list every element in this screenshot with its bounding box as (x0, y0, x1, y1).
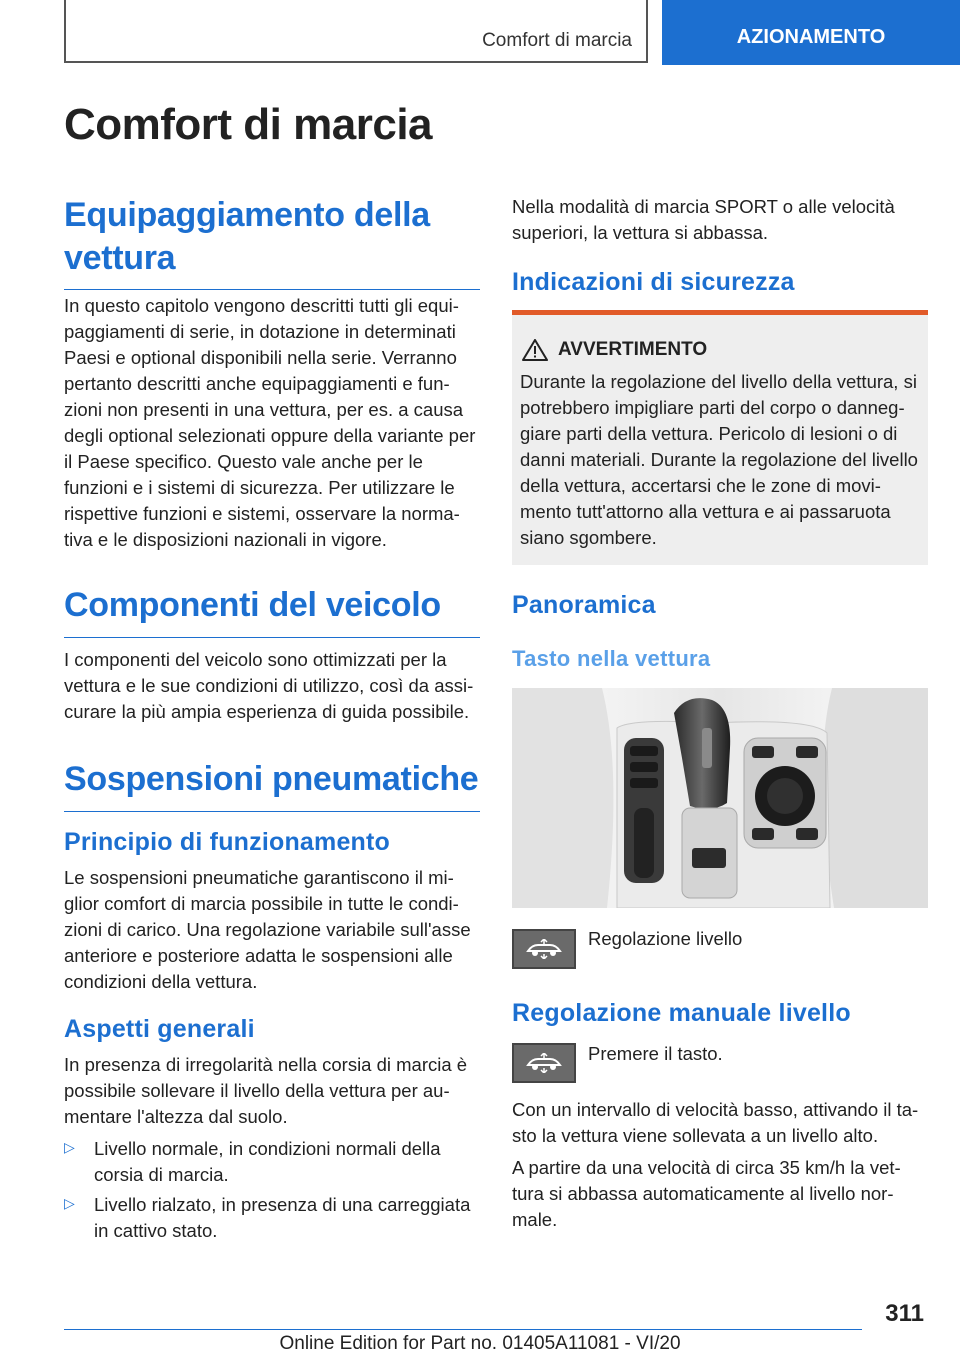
bullet-marker: ▷ (64, 1195, 75, 1211)
general-text: In presenza di irregolarità nella corsia di marcia è possibile sollevare il livello della vettura per au-mentare l'altezza dal suolo. (64, 1054, 468, 1127)
warning-text: Durante la regolazione del livello della vettura, si potrebbero impigliare parti del corpo o danneg-giare parti della vettura. Pericolo di lesioni o di danni materiali. Durante la regolazione del livello della vettura, accertarsi che le zone di movi-mento tutt'attorno alla vettura e ai passaruota siano sgombere. (520, 371, 918, 548)
bullet-text-normal: Livello normale, in condizioni normali della corsia di marcia. (94, 1138, 441, 1185)
overview-heading: Panoramica (512, 591, 656, 619)
sport-text: Nella modalità di marcia SPORT o alle velocità superiori, la vettura si abbassa. (512, 196, 895, 243)
list-item (64, 1136, 480, 1188)
header-chapter-label: AZIONAMENTO (736, 26, 886, 48)
button-caption: Regolazione livello (588, 928, 743, 949)
warning-title: AVVERTIMENTO (558, 339, 708, 360)
components-text: I componenti del veicolo sono ottimizzati per la vettura e le sue condizioni di utilizzo, così da assi-curare la più ampia esperienza di guida possibile. (64, 649, 474, 722)
header-section-box (64, 0, 648, 63)
bullet-marker: ▷ (64, 1139, 75, 1155)
equipment-heading: Equipaggiamento della vettura (64, 194, 480, 290)
air-suspension-heading: Sospensioni pneumatiche (64, 758, 480, 812)
car-level-icon (524, 939, 564, 959)
manual-level-heading: Regolazione manuale livello (512, 999, 851, 1027)
footer-edition: Online Edition for Part no. 01405A11081 - VI/20 (279, 1333, 681, 1354)
general-heading: Aspetti generali (64, 1015, 255, 1043)
header-section-title: Comfort di marcia (482, 30, 632, 51)
center-console-image (512, 688, 928, 908)
header-chapter-tab[interactable] (662, 0, 960, 65)
footer-divider (64, 1329, 862, 1330)
components-heading: Componenti del veicolo (64, 584, 480, 638)
page-number: 311 (885, 1300, 924, 1327)
page-title: Comfort di marcia (64, 100, 433, 149)
safety-heading: Indicazioni di sicurezza (512, 268, 795, 296)
bullet-text-raised: Livello rialzato, in presenza di una carreggiata in cattivo stato. (94, 1194, 471, 1241)
auto-lower-text: A partire da una velocità di circa 35 km/h la vet-tura si abbassa automaticamente al livello nor-male. (512, 1157, 901, 1230)
warning-box (512, 310, 928, 565)
principle-text: Le sospensioni pneumatiche garantiscono il mi-glior comfort di marcia possibile in tutte le condi-zioni di carico. Una regolazione variabile sull'asse anteriore e posteriore adatta le sospensioni alle condizioni della vettura. (64, 867, 471, 992)
press-button-text: Premere il tasto. (588, 1043, 723, 1064)
level-adjust-button-icon (512, 929, 576, 969)
car-level-icon (524, 1053, 564, 1073)
button-location-heading: Tasto nella vettura (512, 646, 711, 671)
equipment-text: In questo capitolo vengono descritti tutti gli equi-paggiamenti di serie, in dotazione in determinati Paesi e optional disponibili nella serie. Verranno pertanto descritti anche equipaggiamenti e fun-zioni non presenti in una vettura, per es. a causa degli optional selezionati oppure della variante per il Paese specifico. Questo vale anche per le funzioni e i sistemi di sicurezza. Per utilizzare le rispettive funzioni e sistemi, osservare la norma-tiva e le disposizioni nazionali in vigore. (64, 295, 476, 550)
low-speed-text: Con un intervallo di velocità basso, attivando il ta-sto la vettura viene sollevata a un livello alto. (512, 1099, 919, 1146)
level-adjust-button-icon (512, 1043, 576, 1083)
list-item (64, 1192, 480, 1244)
principle-heading: Principio di funzionamento (64, 828, 391, 856)
warning-triangle-icon (522, 339, 548, 361)
